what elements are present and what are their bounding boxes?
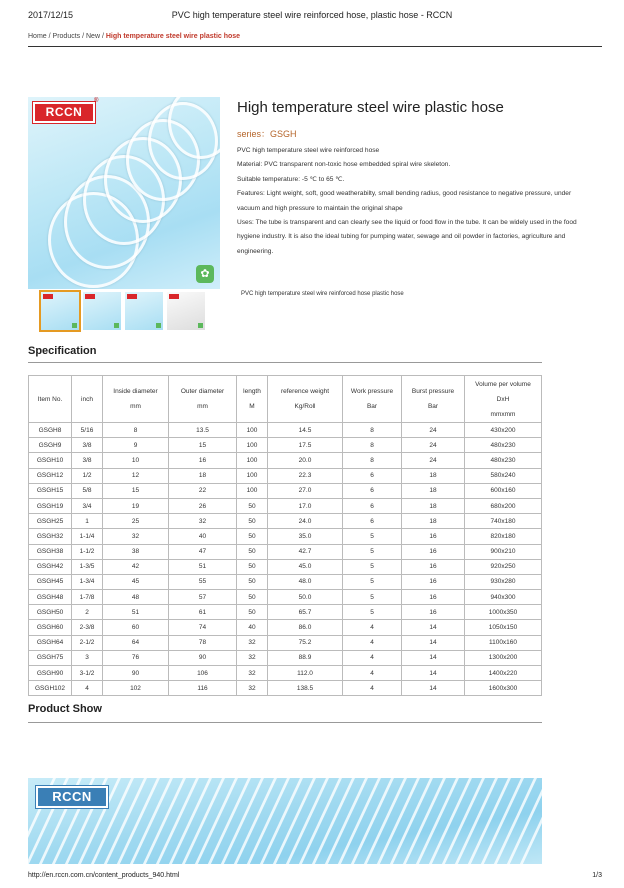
col-inch: inch [72,376,103,423]
table-cell: 78 [169,635,237,650]
table-cell: 48 [103,590,169,605]
table-cell: 17.5 [268,438,343,453]
table-cell: 51 [103,605,169,620]
table-cell: 5 [343,544,402,559]
col-inside-diameter: Inside diameter mm [103,376,169,423]
table-cell: 1100x160 [465,635,542,650]
table-cell: 24 [402,423,465,438]
table-cell: 930x280 [465,574,542,589]
rccn-logo-show: RCCN [36,786,108,808]
table-cell: 18 [402,468,465,483]
print-url: http://en.rccn.com.cn/content_products_940.html [28,872,180,879]
table-cell: 18 [402,514,465,529]
table-cell: 580x240 [465,468,542,483]
table-cell: 6 [343,514,402,529]
table-cell: 16 [402,544,465,559]
table-cell: 16 [402,574,465,589]
table-cell: 61 [169,605,237,620]
table-cell: 6 [343,468,402,483]
table-cell: 50 [237,574,268,589]
table-cell: 6 [343,498,402,513]
table-cell: 8 [343,453,402,468]
table-cell: 16 [402,529,465,544]
table-cell: 1-1/2 [72,544,103,559]
table-cell: 2-1/2 [72,635,103,650]
table-cell: 22 [169,483,237,498]
table-header-row [29,376,542,423]
table-cell: 14.5 [268,423,343,438]
table-cell: 4 [72,681,103,696]
table-cell: 5 [343,529,402,544]
table-cell: GSGH38 [29,544,72,559]
table-cell: 50 [237,498,268,513]
table-cell: 86.0 [268,620,343,635]
table-cell: 18 [402,498,465,513]
table-cell: 3/4 [72,498,103,513]
col-length: length M [237,376,268,423]
table-cell: 4 [343,635,402,650]
table-cell: 480x230 [465,438,542,453]
table-row [29,529,542,544]
table-cell: 600x160 [465,483,542,498]
table-cell: 24.0 [268,514,343,529]
table-cell: 35.0 [268,529,343,544]
table-row [29,574,542,589]
table-cell: 45.0 [268,559,343,574]
table-cell: 5/8 [72,483,103,498]
table-cell: 27.0 [268,483,343,498]
table-cell: 32 [237,650,268,665]
table-cell: GSGH64 [29,635,72,650]
table-row [29,514,542,529]
table-cell: 50.0 [268,590,343,605]
table-cell: 20.0 [268,453,343,468]
table-cell: 138.5 [268,681,343,696]
table-cell: 51 [169,559,237,574]
table-row [29,544,542,559]
table-cell: 18 [169,468,237,483]
thumbnail-4[interactable] [167,292,205,330]
table-cell: 16 [402,559,465,574]
table-cell: 3/8 [72,438,103,453]
registered-mark: ® [94,98,99,104]
table-cell: 50 [237,514,268,529]
breadcrumb-current: High temperature steel wire plastic hose [105,33,241,40]
table-cell: 5 [343,590,402,605]
table-cell: 1400x220 [465,666,542,681]
product-show-image [28,778,542,864]
table-cell: GSGH45 [29,574,72,589]
table-cell: 4 [343,650,402,665]
breadcrumb-new[interactable]: New [86,33,101,40]
table-cell: 32 [169,514,237,529]
print-date: 2017/12/15 [28,10,74,20]
product-caption: PVC high temperature steel wire reinforced hose plastic hose [241,291,404,297]
table-cell: GSGH48 [29,590,72,605]
table-cell: 9 [103,438,169,453]
table-cell: GSGH75 [29,650,72,665]
col-reference-weight: reference weight Kg/Roll [268,376,343,423]
table-row [29,423,542,438]
table-cell: 1-3/5 [72,559,103,574]
table-cell: 32 [237,635,268,650]
table-cell: GSGH8 [29,423,72,438]
thumbnail-1[interactable] [41,292,79,330]
table-cell: GSGH50 [29,605,72,620]
table-cell: GSGH25 [29,514,72,529]
table-cell: 24 [402,438,465,453]
table-cell: 2 [72,605,103,620]
table-row [29,438,542,453]
table-cell: 3-1/2 [72,666,103,681]
table-row [29,666,542,681]
table-cell: 4 [343,620,402,635]
table-cell: 102 [103,681,169,696]
table-cell: GSGH15 [29,483,72,498]
table-cell: 15 [169,438,237,453]
table-cell: 1/2 [72,468,103,483]
table-cell: 16 [402,590,465,605]
table-cell: 8 [103,423,169,438]
table-row [29,498,542,513]
table-cell: 14 [402,681,465,696]
table-cell: 19 [103,498,169,513]
table-cell: 24 [402,453,465,468]
table-cell: 1 [72,514,103,529]
product-show-divider [28,722,542,723]
table-cell: 25 [103,514,169,529]
table-row [29,620,542,635]
table-cell: 1000x350 [465,605,542,620]
table-row [29,483,542,498]
table-cell: 50 [237,605,268,620]
table-cell: 74 [169,620,237,635]
table-cell: 15 [103,483,169,498]
table-cell: 12 [103,468,169,483]
table-cell: 22.3 [268,468,343,483]
table-cell: 13.5 [169,423,237,438]
table-cell: 60 [103,620,169,635]
table-cell: 48.0 [268,574,343,589]
specification-table [28,375,542,696]
table-cell: 100 [237,483,268,498]
table-cell: 76 [103,650,169,665]
breadcrumb: Home / Products / New / High temperature steel wire plastic hose [28,33,241,40]
table-cell: 480x230 [465,453,542,468]
table-cell: 5/16 [72,423,103,438]
thumbnail-3[interactable] [125,292,163,330]
table-cell: 18 [402,483,465,498]
col-volume: Volume per volume DxH mmxmm [465,376,542,423]
table-cell: 1-7/8 [72,590,103,605]
table-row [29,559,542,574]
table-cell: 14 [402,666,465,681]
table-cell: 1-1/4 [72,529,103,544]
table-row [29,453,542,468]
table-cell: 6 [343,483,402,498]
table-cell: 50 [237,590,268,605]
print-title: PVC high temperature steel wire reinforced hose, plastic hose - RCCN [171,10,453,20]
table-cell: 8 [343,438,402,453]
table-cell: GSGH10 [29,453,72,468]
table-cell: 820x180 [465,529,542,544]
table-row [29,635,542,650]
table-cell: 17.0 [268,498,343,513]
table-cell: 65.7 [268,605,343,620]
table-cell: 1300x200 [465,650,542,665]
table-cell: 50 [237,544,268,559]
table-cell: 100 [237,438,268,453]
table-cell: 112.0 [268,666,343,681]
table-cell: 3/8 [72,453,103,468]
table-cell: 50 [237,529,268,544]
specification-heading: Specification [28,345,97,357]
table-cell: GSGH12 [29,468,72,483]
table-cell: 32 [103,529,169,544]
table-cell: 14 [402,620,465,635]
breadcrumb-products[interactable]: Products [52,33,81,40]
table-cell: 90 [169,650,237,665]
table-cell: GSGH42 [29,559,72,574]
table-cell: 5 [343,574,402,589]
table-cell: 32 [237,666,268,681]
table-cell: 32 [237,681,268,696]
table-cell: 47 [169,544,237,559]
table-row [29,681,542,696]
leaf-icon[interactable]: ✿ [196,265,214,283]
product-description: PVC high temperature steel wire reinforced hose Material: PVC transparent non-toxic hose embedded spiral wire skeleton. Suitable temperature: -5 ℃ to 65 ℃. Features: Light weight, soft, good weatherabilty, small bending radius, good resistance to negative pressure, under vacuum and high pressure to maintain the original shape Uses: The tube is transparent and can clearly see the liquid or food flow in the tube. It can be widely used in the food hygiene industry. It is also the ideal tubing for pumping water, sewage and oil powder in factories, agriculture and engineering. [237,147,577,255]
table-cell: 2-3/8 [72,620,103,635]
header-divider [28,46,602,47]
table-cell: 90 [103,666,169,681]
specification-divider [28,362,542,363]
table-cell: GSGH60 [29,620,72,635]
col-work-pressure: Work pressure Bar [343,376,402,423]
table-cell: 1-3/4 [72,574,103,589]
table-cell: 8 [343,423,402,438]
table-cell: 42 [103,559,169,574]
col-outer-diameter: Outer diameter mm [169,376,237,423]
table-row [29,468,542,483]
table-cell: 680x200 [465,498,542,513]
table-cell: GSGH90 [29,666,72,681]
table-cell: 57 [169,590,237,605]
table-cell: GSGH102 [29,681,72,696]
breadcrumb-home[interactable]: Home [28,33,47,40]
table-cell: 5 [343,605,402,620]
product-show-heading: Product Show [28,703,102,715]
table-cell: 16 [169,453,237,468]
table-row [29,650,542,665]
thumbnail-2[interactable] [83,292,121,330]
table-cell: GSGH32 [29,529,72,544]
table-cell: 50 [237,559,268,574]
table-cell: GSGH19 [29,498,72,513]
table-cell: GSGH9 [29,438,72,453]
table-cell: 106 [169,666,237,681]
product-title: High temperature steel wire plastic hose [237,99,504,116]
table-cell: 116 [169,681,237,696]
table-cell: 100 [237,468,268,483]
print-page-number: 1/3 [592,872,602,879]
table-cell: 740x180 [465,514,542,529]
table-cell: 14 [402,650,465,665]
rccn-logo: RCCN [33,102,95,123]
table-cell: 26 [169,498,237,513]
table-cell: 4 [343,666,402,681]
table-cell: 4 [343,681,402,696]
table-cell: 100 [237,453,268,468]
table-cell: 16 [402,605,465,620]
table-cell: 3 [72,650,103,665]
table-cell: 42.7 [268,544,343,559]
table-cell: 75.2 [268,635,343,650]
table-row [29,590,542,605]
table-cell: 40 [237,620,268,635]
table-cell: 900x210 [465,544,542,559]
table-cell: 100 [237,423,268,438]
table-row [29,605,542,620]
col-item-no: Item No. [29,376,72,423]
table-cell: 88.9 [268,650,343,665]
table-cell: 40 [169,529,237,544]
product-main-image[interactable] [28,97,220,289]
table-cell: 940x300 [465,590,542,605]
table-cell: 1050x150 [465,620,542,635]
table-cell: 45 [103,574,169,589]
table-cell: 430x200 [465,423,542,438]
table-cell: 64 [103,635,169,650]
table-cell: 5 [343,559,402,574]
table-cell: 38 [103,544,169,559]
table-cell: 1600x300 [465,681,542,696]
table-cell: 10 [103,453,169,468]
col-burst-pressure: Burst pressure Bar [402,376,465,423]
product-series: series：GSGH [237,129,297,139]
table-cell: 55 [169,574,237,589]
table-cell: 14 [402,635,465,650]
table-cell: 920x250 [465,559,542,574]
